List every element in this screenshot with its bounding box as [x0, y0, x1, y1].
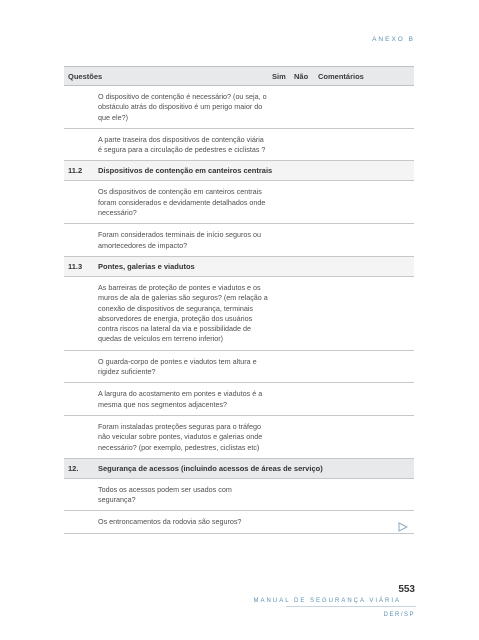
comments-header: Comentários [318, 72, 364, 81]
question-row [64, 86, 414, 129]
question-text: Foram instaladas proteções seguras para o tráfego não veicular sobre pontes, viadutos e galerias onde necessário? (por exemplo, pedestres, ciclistas etc) [98, 421, 263, 452]
section-title: Dispositivos de contenção em canteiros centrais [98, 166, 273, 176]
section-number: 11.2 [68, 166, 83, 176]
question-text: Os dispositivos de contenção em canteiros centrais foram considerados e devidamente detalhados onde necessário? [98, 187, 266, 218]
annex-label: ANEXO B [372, 36, 415, 43]
question-row [64, 277, 414, 351]
question-text: O dispositivo de contenção é necessário? (ou seja, o obstáculo atrás do dispositivo é um perigo maior do que ele?) [98, 92, 267, 122]
page-number: 553 [398, 584, 415, 595]
question-row [64, 181, 414, 224]
question-text: As barreiras de proteção de pontes e viadutos e os muros de ala de galerias são seguros? (em relação a conexão de dispositivos de segurança, terminais absorvedores de energia, proteção dos usuários contra riscos na lateral da via e possibilidade de quedas de veículos em terreno inferior) [98, 282, 268, 344]
question-text: Todos os acessos podem ser usados com segurança? [98, 484, 232, 505]
question-text: Os entroncamentos da rodovia são seguros? [98, 517, 242, 527]
question-row [64, 351, 414, 384]
section-number: 12. [68, 463, 79, 473]
next-page-arrow-icon[interactable] [398, 522, 408, 532]
section-title: Segurança de acessos (incluindo acessos de áreas de serviço) [98, 463, 323, 473]
no-header: Não [294, 72, 309, 81]
section-number: 11.3 [68, 261, 83, 271]
question-text: A parte traseira dos dispositivos de contenção viária é segura para a circulação de pedestres e ciclistas ? [98, 134, 266, 155]
question-text: A largura do acostamento em pontes e viadutos é a mesma que nos segmentos adjacentes? [98, 389, 263, 409]
organization-label: DER/SP [383, 612, 415, 618]
table-body [64, 86, 414, 534]
yes-header: Sim [272, 72, 286, 81]
section-title: Pontes, galerias e viadutos [98, 261, 195, 271]
section-row [64, 459, 414, 479]
question-row [64, 511, 414, 533]
table-header [64, 66, 414, 86]
questions-header: Questões [68, 72, 103, 81]
manual-title: MANUAL DE SEGURANÇA VIÁRIA [253, 598, 401, 604]
question-row [64, 479, 414, 512]
footer-divider [286, 606, 416, 607]
section-row [64, 161, 414, 181]
question-text: O guarda-corpo de pontes e viadutos tem altura e rigidez suficiente? [98, 356, 257, 377]
question-text: Foram considerados terminais de início seguros ou amortecedores de impacto? [98, 230, 261, 250]
question-row [64, 416, 414, 459]
section-row [64, 257, 414, 277]
question-row [64, 383, 414, 416]
question-row [64, 224, 414, 257]
question-row [64, 129, 414, 162]
checklist-table [64, 66, 414, 534]
